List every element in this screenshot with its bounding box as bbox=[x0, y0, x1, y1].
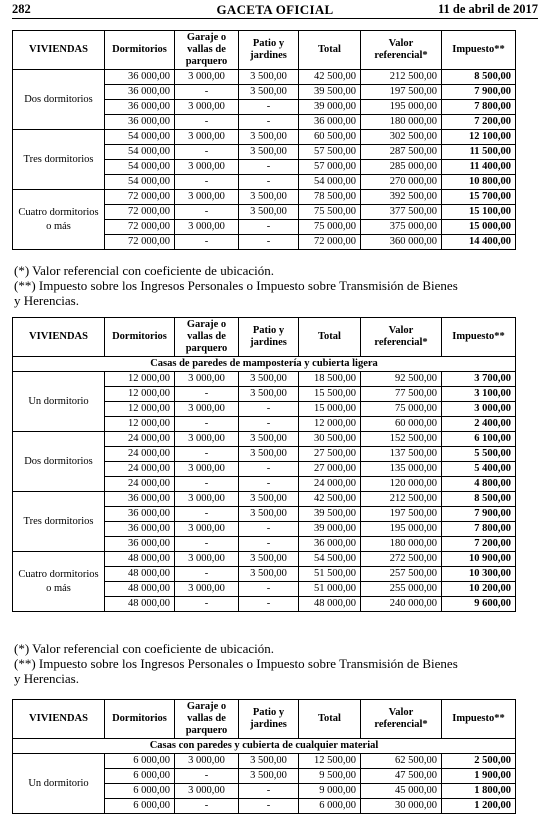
dormitorios-value: 48 000,00 bbox=[105, 552, 175, 567]
impuesto-value: 5 400,00 bbox=[442, 462, 516, 477]
total-value: 9 500,00 bbox=[299, 769, 361, 784]
patio-value: 3 500,00 bbox=[239, 769, 299, 784]
note-reference-value: (*) Valor referencial con coeficiente de ubicación. bbox=[14, 263, 274, 278]
subheader-row bbox=[13, 357, 516, 372]
garaje-value: 3 000,00 bbox=[175, 492, 239, 507]
table-row bbox=[13, 372, 516, 387]
patio-value: - bbox=[239, 160, 299, 175]
valor-referencial-value: 135 000,00 bbox=[361, 462, 442, 477]
table-row bbox=[13, 130, 516, 145]
total-value: 57 500,00 bbox=[299, 145, 361, 160]
note-tax-line1: (**) Impuesto sobre los Ingresos Personales o Impuesto sobre Transmisión de Bienes bbox=[14, 656, 458, 671]
garaje-value: 3 000,00 bbox=[175, 552, 239, 567]
valor-referencial-value: 302 500,00 bbox=[361, 130, 442, 145]
impuesto-value: 1 900,00 bbox=[442, 769, 516, 784]
patio-value: - bbox=[239, 784, 299, 799]
garaje-value: 3 000,00 bbox=[175, 130, 239, 145]
valor-referencial-value: 287 500,00 bbox=[361, 145, 442, 160]
note-reference-value: (*) Valor referencial con coeficiente de ubicación. bbox=[14, 641, 274, 656]
patio-value: - bbox=[239, 477, 299, 492]
subheader-row bbox=[13, 739, 516, 754]
patio-value: 3 500,00 bbox=[239, 447, 299, 462]
dormitorios-value: 36 000,00 bbox=[105, 507, 175, 522]
dormitorios-value: 24 000,00 bbox=[105, 447, 175, 462]
header-row bbox=[13, 700, 516, 739]
page-header bbox=[12, 2, 538, 19]
dormitorios-value: 24 000,00 bbox=[105, 477, 175, 492]
tax-table-2 bbox=[12, 317, 516, 612]
garaje-value: - bbox=[175, 417, 239, 432]
valor-referencial-value: 180 000,00 bbox=[361, 537, 442, 552]
impuesto-value: 15 000,00 bbox=[442, 220, 516, 235]
column-header: Total bbox=[299, 31, 361, 70]
column-header: Garaje o vallas de parquero bbox=[175, 318, 239, 357]
column-header: Total bbox=[299, 700, 361, 739]
patio-value: - bbox=[239, 100, 299, 115]
total-value: 54 000,00 bbox=[299, 175, 361, 190]
valor-referencial-value: 47 500,00 bbox=[361, 769, 442, 784]
valor-referencial-value: 270 000,00 bbox=[361, 175, 442, 190]
column-header: Valor referencial* bbox=[361, 318, 442, 357]
total-value: 51 000,00 bbox=[299, 582, 361, 597]
garaje-value: - bbox=[175, 507, 239, 522]
valor-referencial-value: 152 500,00 bbox=[361, 432, 442, 447]
valor-referencial-value: 92 500,00 bbox=[361, 372, 442, 387]
dormitorios-value: 36 000,00 bbox=[105, 115, 175, 130]
valor-referencial-value: 392 500,00 bbox=[361, 190, 442, 205]
housing-category: Cuatro dormitorios o más bbox=[13, 552, 105, 612]
total-value: 27 500,00 bbox=[299, 447, 361, 462]
impuesto-value: 7 200,00 bbox=[442, 537, 516, 552]
dormitorios-value: 72 000,00 bbox=[105, 235, 175, 250]
total-value: 60 500,00 bbox=[299, 130, 361, 145]
dormitorios-value: 12 000,00 bbox=[105, 402, 175, 417]
impuesto-value: 12 100,00 bbox=[442, 130, 516, 145]
patio-value: 3 500,00 bbox=[239, 145, 299, 160]
dormitorios-value: 54 000,00 bbox=[105, 145, 175, 160]
patio-value: - bbox=[239, 220, 299, 235]
construction-type-subheader: Casas con paredes y cubierta de cualquier material bbox=[13, 739, 516, 754]
table-row bbox=[13, 70, 516, 85]
garaje-value: - bbox=[175, 235, 239, 250]
dormitorios-value: 72 000,00 bbox=[105, 190, 175, 205]
impuesto-value: 7 800,00 bbox=[442, 100, 516, 115]
dormitorios-value: 48 000,00 bbox=[105, 582, 175, 597]
valor-referencial-value: 255 000,00 bbox=[361, 582, 442, 597]
valor-referencial-value: 30 000,00 bbox=[361, 799, 442, 814]
page-number: 282 bbox=[12, 2, 31, 16]
total-value: 39 500,00 bbox=[299, 85, 361, 100]
impuesto-value: 8 500,00 bbox=[442, 492, 516, 507]
total-value: 36 000,00 bbox=[299, 115, 361, 130]
impuesto-value: 10 800,00 bbox=[442, 175, 516, 190]
dormitorios-value: 48 000,00 bbox=[105, 597, 175, 612]
patio-value: - bbox=[239, 522, 299, 537]
tax-table-3 bbox=[12, 699, 516, 814]
garaje-value: - bbox=[175, 597, 239, 612]
valor-referencial-value: 195 000,00 bbox=[361, 100, 442, 115]
column-header: Patio y jardines bbox=[239, 31, 299, 70]
table-row bbox=[13, 492, 516, 507]
total-value: 75 000,00 bbox=[299, 220, 361, 235]
patio-value: 3 500,00 bbox=[239, 507, 299, 522]
garaje-value: 3 000,00 bbox=[175, 100, 239, 115]
dormitorios-value: 36 000,00 bbox=[105, 70, 175, 85]
column-header: Patio y jardines bbox=[239, 318, 299, 357]
housing-category: Dos dormitorios bbox=[13, 432, 105, 492]
dormitorios-value: 6 000,00 bbox=[105, 799, 175, 814]
valor-referencial-value: 77 500,00 bbox=[361, 387, 442, 402]
column-header: Impuesto** bbox=[442, 31, 516, 70]
total-value: 15 000,00 bbox=[299, 402, 361, 417]
dormitorios-value: 12 000,00 bbox=[105, 387, 175, 402]
patio-value: - bbox=[239, 462, 299, 477]
valor-referencial-value: 197 500,00 bbox=[361, 507, 442, 522]
valor-referencial-value: 272 500,00 bbox=[361, 552, 442, 567]
impuesto-value: 3 700,00 bbox=[442, 372, 516, 387]
impuesto-value: 11 400,00 bbox=[442, 160, 516, 175]
dormitorios-value: 54 000,00 bbox=[105, 130, 175, 145]
total-value: 75 500,00 bbox=[299, 205, 361, 220]
issue-date: 11 de abril de 2017 bbox=[437, 2, 538, 16]
dormitorios-value: 72 000,00 bbox=[105, 220, 175, 235]
impuesto-value: 4 800,00 bbox=[442, 477, 516, 492]
header-row bbox=[13, 318, 516, 357]
impuesto-value: 2 500,00 bbox=[442, 754, 516, 769]
valor-referencial-value: 45 000,00 bbox=[361, 784, 442, 799]
total-value: 57 000,00 bbox=[299, 160, 361, 175]
valor-referencial-value: 285 000,00 bbox=[361, 160, 442, 175]
dormitorios-value: 36 000,00 bbox=[105, 85, 175, 100]
patio-value: 3 500,00 bbox=[239, 85, 299, 100]
dormitorios-value: 24 000,00 bbox=[105, 462, 175, 477]
total-value: 51 500,00 bbox=[299, 567, 361, 582]
total-value: 18 500,00 bbox=[299, 372, 361, 387]
total-value: 39 000,00 bbox=[299, 100, 361, 115]
header-row bbox=[13, 31, 516, 70]
patio-value: 3 500,00 bbox=[239, 387, 299, 402]
dormitorios-value: 12 000,00 bbox=[105, 417, 175, 432]
patio-value: 3 500,00 bbox=[239, 70, 299, 85]
column-header: Impuesto** bbox=[442, 318, 516, 357]
patio-value: - bbox=[239, 537, 299, 552]
garaje-value: 3 000,00 bbox=[175, 432, 239, 447]
housing-category: Un dormitorio bbox=[13, 372, 105, 432]
garaje-value: - bbox=[175, 175, 239, 190]
valor-referencial-value: 377 500,00 bbox=[361, 205, 442, 220]
dormitorios-value: 24 000,00 bbox=[105, 432, 175, 447]
impuesto-value: 7 900,00 bbox=[442, 85, 516, 100]
impuesto-value: 11 500,00 bbox=[442, 145, 516, 160]
garaje-value: - bbox=[175, 447, 239, 462]
patio-value: 3 500,00 bbox=[239, 552, 299, 567]
patio-value: 3 500,00 bbox=[239, 190, 299, 205]
valor-referencial-value: 212 500,00 bbox=[361, 70, 442, 85]
column-header: Patio y jardines bbox=[239, 700, 299, 739]
valor-referencial-value: 137 500,00 bbox=[361, 447, 442, 462]
table-row bbox=[13, 190, 516, 205]
housing-category: Tres dormitorios bbox=[13, 492, 105, 552]
dormitorios-value: 36 000,00 bbox=[105, 522, 175, 537]
garaje-value: 3 000,00 bbox=[175, 754, 239, 769]
dormitorios-value: 36 000,00 bbox=[105, 492, 175, 507]
column-header: Garaje o vallas de parquero bbox=[175, 700, 239, 739]
column-header: Dormitorios bbox=[105, 318, 175, 357]
column-header: Impuesto** bbox=[442, 700, 516, 739]
impuesto-value: 7 900,00 bbox=[442, 507, 516, 522]
column-header: Dormitorios bbox=[105, 700, 175, 739]
column-header: VIVIENDAS bbox=[13, 318, 105, 357]
dormitorios-value: 36 000,00 bbox=[105, 537, 175, 552]
valor-referencial-value: 75 000,00 bbox=[361, 402, 442, 417]
garaje-value: - bbox=[175, 769, 239, 784]
garaje-value: - bbox=[175, 537, 239, 552]
housing-category: Tres dormitorios bbox=[13, 130, 105, 190]
garaje-value: 3 000,00 bbox=[175, 160, 239, 175]
valor-referencial-value: 195 000,00 bbox=[361, 522, 442, 537]
patio-value: 3 500,00 bbox=[239, 372, 299, 387]
total-value: 27 000,00 bbox=[299, 462, 361, 477]
total-value: 12 500,00 bbox=[299, 754, 361, 769]
patio-value: - bbox=[239, 115, 299, 130]
garaje-value: 3 000,00 bbox=[175, 372, 239, 387]
garaje-value: 3 000,00 bbox=[175, 462, 239, 477]
impuesto-value: 3 100,00 bbox=[442, 387, 516, 402]
construction-type-subheader: Casas de paredes de mampostería y cubierta ligera bbox=[13, 357, 516, 372]
impuesto-value: 7 200,00 bbox=[442, 115, 516, 130]
valor-referencial-value: 360 000,00 bbox=[361, 235, 442, 250]
dormitorios-value: 54 000,00 bbox=[105, 175, 175, 190]
total-value: 9 000,00 bbox=[299, 784, 361, 799]
column-header: Dormitorios bbox=[105, 31, 175, 70]
impuesto-value: 10 200,00 bbox=[442, 582, 516, 597]
total-value: 24 000,00 bbox=[299, 477, 361, 492]
dormitorios-value: 48 000,00 bbox=[105, 567, 175, 582]
impuesto-value: 15 700,00 bbox=[442, 190, 516, 205]
impuesto-value: 1 200,00 bbox=[442, 799, 516, 814]
column-header: Garaje o vallas de parquero bbox=[175, 31, 239, 70]
column-header: Valor referencial* bbox=[361, 700, 442, 739]
patio-value: 3 500,00 bbox=[239, 754, 299, 769]
garaje-value: - bbox=[175, 145, 239, 160]
tax-table-1 bbox=[12, 30, 516, 250]
valor-referencial-value: 120 000,00 bbox=[361, 477, 442, 492]
patio-value: - bbox=[239, 799, 299, 814]
garaje-value: 3 000,00 bbox=[175, 582, 239, 597]
patio-value: 3 500,00 bbox=[239, 205, 299, 220]
dormitorios-value: 72 000,00 bbox=[105, 205, 175, 220]
impuesto-value: 10 300,00 bbox=[442, 567, 516, 582]
patio-value: 3 500,00 bbox=[239, 567, 299, 582]
patio-value: - bbox=[239, 235, 299, 250]
impuesto-value: 8 500,00 bbox=[442, 70, 516, 85]
garaje-value: 3 000,00 bbox=[175, 220, 239, 235]
housing-category: Dos dormitorios bbox=[13, 70, 105, 130]
valor-referencial-value: 60 000,00 bbox=[361, 417, 442, 432]
total-value: 42 500,00 bbox=[299, 70, 361, 85]
housing-category: Cuatro dormitorios o más bbox=[13, 190, 105, 250]
valor-referencial-value: 240 000,00 bbox=[361, 597, 442, 612]
patio-value: 3 500,00 bbox=[239, 432, 299, 447]
note-tax-line2: y Herencias. bbox=[14, 671, 79, 686]
column-header: Valor referencial* bbox=[361, 31, 442, 70]
patio-value: 3 500,00 bbox=[239, 492, 299, 507]
column-header: VIVIENDAS bbox=[13, 700, 105, 739]
table-row bbox=[13, 432, 516, 447]
patio-value: - bbox=[239, 175, 299, 190]
dormitorios-value: 6 000,00 bbox=[105, 784, 175, 799]
garaje-value: - bbox=[175, 115, 239, 130]
impuesto-value: 2 400,00 bbox=[442, 417, 516, 432]
gazette-title: GACETA OFICIAL bbox=[216, 2, 334, 17]
garaje-value: 3 000,00 bbox=[175, 402, 239, 417]
garaje-value: - bbox=[175, 85, 239, 100]
garaje-value: - bbox=[175, 477, 239, 492]
note-block-2 bbox=[14, 641, 536, 686]
patio-value: - bbox=[239, 597, 299, 612]
impuesto-value: 15 100,00 bbox=[442, 205, 516, 220]
valor-referencial-value: 180 000,00 bbox=[361, 115, 442, 130]
valor-referencial-value: 62 500,00 bbox=[361, 754, 442, 769]
housing-category: Un dormitorio bbox=[13, 754, 105, 814]
total-value: 78 500,00 bbox=[299, 190, 361, 205]
valor-referencial-value: 375 000,00 bbox=[361, 220, 442, 235]
total-value: 72 000,00 bbox=[299, 235, 361, 250]
dormitorios-value: 36 000,00 bbox=[105, 100, 175, 115]
dormitorios-value: 6 000,00 bbox=[105, 769, 175, 784]
garaje-value: - bbox=[175, 567, 239, 582]
impuesto-value: 3 000,00 bbox=[442, 402, 516, 417]
impuesto-value: 14 400,00 bbox=[442, 235, 516, 250]
total-value: 36 000,00 bbox=[299, 537, 361, 552]
valor-referencial-value: 212 500,00 bbox=[361, 492, 442, 507]
total-value: 39 500,00 bbox=[299, 507, 361, 522]
impuesto-value: 9 600,00 bbox=[442, 597, 516, 612]
dormitorios-value: 54 000,00 bbox=[105, 160, 175, 175]
impuesto-value: 6 100,00 bbox=[442, 432, 516, 447]
garaje-value: 3 000,00 bbox=[175, 190, 239, 205]
valor-referencial-value: 257 500,00 bbox=[361, 567, 442, 582]
table-row bbox=[13, 754, 516, 769]
total-value: 6 000,00 bbox=[299, 799, 361, 814]
garaje-value: 3 000,00 bbox=[175, 784, 239, 799]
patio-value: 3 500,00 bbox=[239, 130, 299, 145]
table-row bbox=[13, 552, 516, 567]
garaje-value: 3 000,00 bbox=[175, 522, 239, 537]
valor-referencial-value: 197 500,00 bbox=[361, 85, 442, 100]
total-value: 42 500,00 bbox=[299, 492, 361, 507]
total-value: 15 500,00 bbox=[299, 387, 361, 402]
total-value: 30 500,00 bbox=[299, 432, 361, 447]
total-value: 12 000,00 bbox=[299, 417, 361, 432]
impuesto-value: 7 800,00 bbox=[442, 522, 516, 537]
patio-value: - bbox=[239, 417, 299, 432]
patio-value: - bbox=[239, 582, 299, 597]
dormitorios-value: 6 000,00 bbox=[105, 754, 175, 769]
note-tax-line1: (**) Impuesto sobre los Ingresos Personales o Impuesto sobre Transmisión de Bienes bbox=[14, 278, 458, 293]
garaje-value: 3 000,00 bbox=[175, 70, 239, 85]
note-tax-line2: y Herencias. bbox=[14, 293, 79, 308]
patio-value: - bbox=[239, 402, 299, 417]
garaje-value: - bbox=[175, 205, 239, 220]
total-value: 54 500,00 bbox=[299, 552, 361, 567]
column-header: Total bbox=[299, 318, 361, 357]
garaje-value: - bbox=[175, 387, 239, 402]
total-value: 39 000,00 bbox=[299, 522, 361, 537]
impuesto-value: 5 500,00 bbox=[442, 447, 516, 462]
column-header: VIVIENDAS bbox=[13, 31, 105, 70]
dormitorios-value: 12 000,00 bbox=[105, 372, 175, 387]
total-value: 48 000,00 bbox=[299, 597, 361, 612]
impuesto-value: 10 900,00 bbox=[442, 552, 516, 567]
note-block-1 bbox=[14, 263, 536, 308]
impuesto-value: 1 800,00 bbox=[442, 784, 516, 799]
garaje-value: - bbox=[175, 799, 239, 814]
